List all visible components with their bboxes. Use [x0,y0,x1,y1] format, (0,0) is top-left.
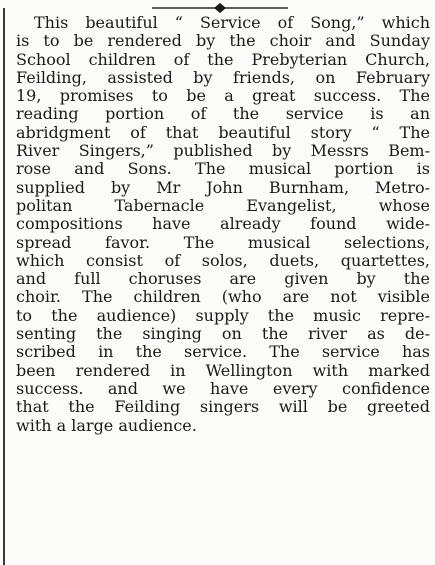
article-line: scribed in the service. The service has [16,343,430,362]
article-line: reading portion of the service is an [16,105,430,124]
article-line: School children of the Prebyterian Church, [16,50,430,69]
article-line: been rendered in Wellington with marked [16,361,430,380]
column-rule [3,8,5,565]
article-line: 19, promises to be a great success. The [16,87,430,106]
article-body [16,14,430,435]
article-line: and full choruses are given by the [16,270,430,289]
article-line: compositions have already found wide- [16,215,430,234]
article-line: River Singers,” published by Messrs Bem- [16,142,430,161]
ornamental-divider [150,3,290,13]
article-line: Feilding, assisted by friends, on February [16,68,430,87]
article-line: supplied by Mr John Burnham, Metro- [16,178,430,197]
article-line: abridgment of that beautiful story “ The [16,123,430,142]
article-line: which consist of solos, duets, quartettes, [16,251,430,270]
article-line: that the Feilding singers will be greeted [16,398,430,417]
article-line: choir. The children (who are not visible [16,288,430,307]
article-line: is to be rendered by the choir and Sunday [16,32,430,51]
article-line: spread favor. The musical selections, [16,233,430,252]
article-line: senting the singing on the river as de- [16,325,430,344]
article-line: success. and we have every confidence [16,379,430,398]
diamond-divider-icon [150,3,290,13]
article-line: This beautiful “ Service of Song,” which [34,14,430,32]
article-line: with a large audience. [16,416,197,435]
article-line: to the audience) supply the music repre- [16,306,430,325]
article-line: rose and Sons. The musical portion is [16,160,430,179]
article-line: politan Tabernacle Evangelist, whose [16,196,430,215]
